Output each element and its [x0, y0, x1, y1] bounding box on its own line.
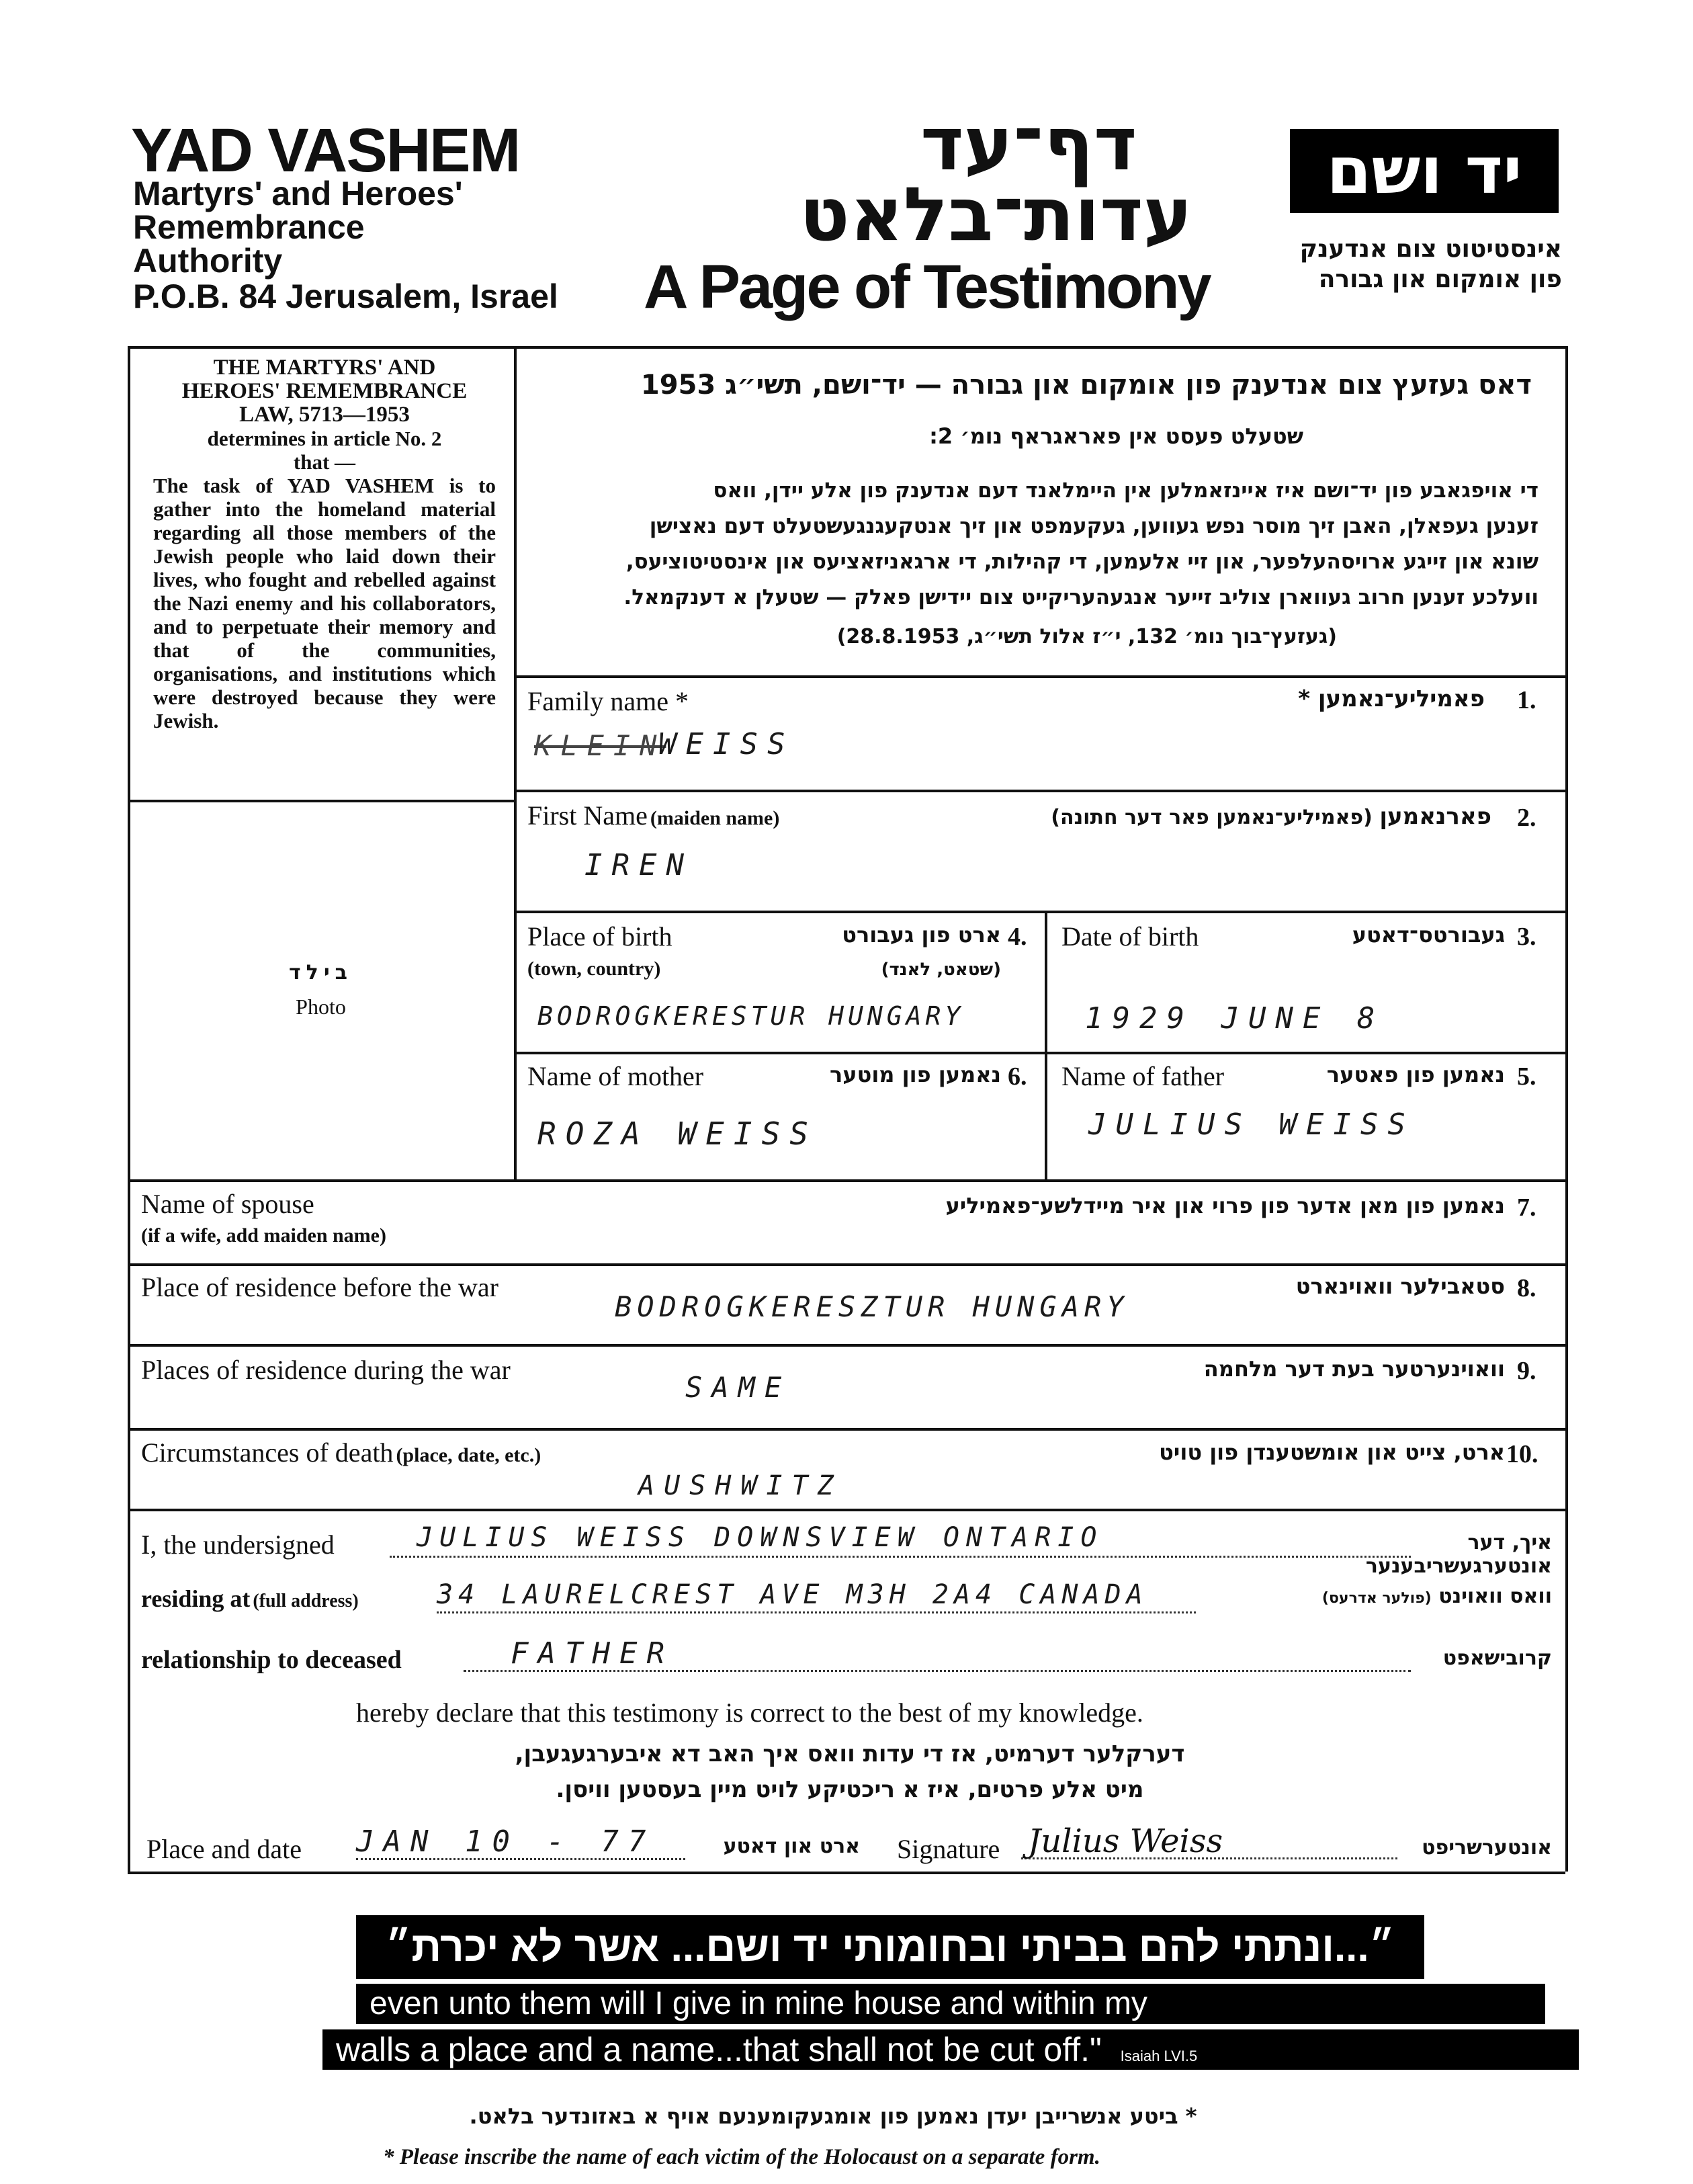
signature-value: Julius Weiss [1028, 1822, 1223, 1860]
father-name-value: JULIUS WEISS [1088, 1107, 1415, 1142]
field-number-3: 3. [1517, 923, 1536, 951]
yad-vashem-logo: יד ושם [1290, 129, 1559, 213]
date-of-birth-value: 1929 JUNE 8 [1085, 1001, 1385, 1036]
law-he-line-2: שטעלט פעסט אין פאראגראף נומ׳ 2: [929, 423, 1303, 449]
banner-hebrew: ״...ונתתי להם בביתי ובחומותי יד ושם... אשר לא יכרת״ [356, 1915, 1424, 1979]
first-name-label-hebrew-group [1008, 803, 1491, 830]
field-number-6: 6. [1008, 1062, 1027, 1091]
first-name-value: IREN [584, 848, 693, 882]
first-name-sublabel: (maiden name) [650, 807, 780, 829]
relationship-value: FATHER [511, 1636, 674, 1671]
place-of-birth-label: Place of birth [527, 921, 672, 952]
place-date-line [356, 1824, 685, 1860]
law-title-5: that — [293, 450, 356, 474]
undersigned-label-hebrew: איך, דער אונטערגעשריבענער [1365, 1531, 1552, 1578]
banner-english-1: even unto them will I give in mine house and within my [356, 1984, 1545, 2024]
residence-before-war-value: BODROGKERESZTUR HUNGARY [615, 1290, 1129, 1323]
law-title-4: determines in article No. 2 [207, 427, 442, 450]
place-of-birth-value: BODROGKERESTUR HUNGARY [537, 1001, 965, 1031]
signature-line [1021, 1822, 1397, 1859]
place-date-label-hebrew: ארט און דאטע [723, 1835, 860, 1858]
law-title-1: THE MARTYRS' AND [213, 355, 436, 380]
mother-name-label: Name of mother [527, 1061, 704, 1091]
residing-sublabel: (full address) [253, 1591, 359, 1611]
photo-label: Photo [296, 995, 346, 1019]
law-title-2: HEROES' REMEMBRANCE [181, 379, 468, 403]
field-number-5: 5. [1517, 1062, 1536, 1091]
circumstances-of-death-value: AUSHWITZ [638, 1470, 843, 1501]
residence-before-war-label-hebrew: סטאבילער וואוינארט [1295, 1273, 1505, 1299]
first-name-label: First Name [527, 800, 648, 831]
date-of-birth-label-hebrew: געבורטס־דאטע [1352, 922, 1505, 948]
field-number-8: 8. [1517, 1274, 1536, 1302]
law-body: The task of YAD VASHEM is to gather into the homeland material regarding all those members of the Jewish people who laid down their lives, who fought and rebelled against the Nazi enemy and his collaborators, and to perpetuate their memory and that of the communities, organisations, and institutions which were destroyed because they were Jewish. [153, 474, 496, 732]
org-line-1: Martyrs' and Heroes' [133, 175, 463, 212]
banner-reference: Isaiah LVI.5 [1120, 2048, 1198, 2064]
mother-name-value: ROZA WEISS [537, 1116, 818, 1152]
residing-sublabel-hebrew: (פולער אדרעס) [1321, 1590, 1432, 1607]
declaration-hebrew-1: דערקלער דערמיט, אז די עדות וואס איך האב דא איבערגעגעבן, [515, 1740, 1185, 1767]
residence-during-war-value: SAME [685, 1371, 791, 1404]
circumstances-of-death-label-group [141, 1437, 541, 1468]
residence-during-war-label-hebrew: וואוינערטער בעת דער מלחמה [1203, 1356, 1505, 1382]
org-name: YAD VASHEM [131, 116, 520, 185]
footer-note: * Please inscribe the name of each victim of the Holocaust on a separate form. [383, 2145, 1100, 2169]
spouse-name-label-hebrew: נאמען פון מאן אדער פון פרוי און איר מיידלשע־פאמיליע [945, 1193, 1505, 1218]
place-of-birth-sublabel-hebrew: (שטאט, לאנד) [881, 960, 1001, 980]
first-name-sublabel-hebrew: (פאמיליע־נאמען פאר דער חתונה) [1051, 806, 1373, 829]
residing-line [437, 1579, 1196, 1613]
spouse-name-label: Name of spouse [141, 1189, 314, 1219]
place-of-birth-sublabel: (town, country) [527, 958, 661, 980]
signature-label: Signature [897, 1834, 1000, 1864]
relationship-label: relationship to deceased [141, 1646, 402, 1674]
place-of-birth-label-hebrew: ארט פון געבורט [842, 922, 1001, 948]
mother-name-label-hebrew: נאמען פון מוטער [830, 1062, 1001, 1087]
law-title-3: LAW, 5713—1953 [239, 403, 410, 427]
law-he-body-2: זענען געפאלן, האבן זיך מוסר נפש געווען, געקעמפט און זיך אנטקעגנגעשטעלט דעם נאצישן [649, 514, 1538, 538]
relationship-line [464, 1636, 1411, 1672]
field-number-4: 4. [1008, 923, 1027, 951]
law-he-citation: (געזעץ־בוך נומ׳ 132, י״ז אלול תשי״ג, 28.8.1953) [836, 625, 1337, 648]
date-of-birth-label: Date of birth [1061, 921, 1199, 952]
org-line-3: Authority [133, 242, 283, 280]
logo-subtitle-2: פון אומקום און גבורה [1318, 265, 1562, 293]
footer-note-hebrew: * ביטע אנשרייבן יעדן נאמען פון אומגעקומענעם אויף א באזונדער בלאט. [469, 2103, 1197, 2129]
undersigned-line [390, 1522, 1411, 1558]
law-he-line-1: דאס געזעץ צום אנדענק פון אומקום און גבורה — יד־ושם, תשי״ג 1953 [640, 370, 1532, 401]
law-text-english [153, 356, 496, 732]
title-hebrew-1: דף־עד [920, 101, 1137, 187]
declaration-hebrew-2: מיט אלע פרטים, איז א ריכטיקע לויט מיין בעסטען וויסן. [556, 1776, 1144, 1803]
residing-label-hebrew-group [1203, 1585, 1552, 1608]
signature-label-hebrew: אונטערשריפט [1422, 1836, 1552, 1859]
residence-during-war-label: Places of residence during the war [141, 1355, 511, 1385]
circumstances-of-death-label-hebrew: ארט, צייט און אומשטענדן פון טויט [1159, 1439, 1505, 1465]
residing-value: 34 LAURELCREST AVE M3H 2A4 CANADA [437, 1579, 1148, 1610]
family-name-struck: KLEIN [534, 729, 666, 762]
title-hebrew-2: עדות־בלאט [799, 171, 1192, 257]
undersigned-value: JULIUS WEISS DOWNSVIEW ONTARIO [417, 1522, 1104, 1553]
family-name-label-hebrew: פאמיליע־נאמען * [1298, 685, 1485, 712]
place-date-label: Place and date [146, 1834, 302, 1864]
first-name-label-hebrew: פארנאמען [1379, 803, 1491, 830]
circumstances-of-death-label: Circumstances of death [141, 1437, 394, 1468]
law-he-body-1: די אויפגאבע פון יד־ושם איז איינזאמלען אין היימלאנד דעם אנדענק פון אלע יידן, וואס [713, 478, 1538, 503]
field-number-7: 7. [1517, 1193, 1536, 1222]
residing-label-hebrew: וואס וואוינט [1438, 1585, 1552, 1608]
banner-english-2-group [322, 2029, 1579, 2070]
place-date-value: JAN 10 - 77 [356, 1824, 656, 1859]
relationship-label-hebrew: קרובישאפט [1442, 1646, 1552, 1670]
first-name-label-group [527, 800, 779, 831]
org-line-2: Remembrance [133, 208, 365, 246]
declaration-english: hereby declare that this testimony is correct to the best of my knowledge. [356, 1697, 1143, 1728]
residing-label-group [141, 1585, 359, 1613]
family-name-value: WEISS [658, 727, 795, 761]
undersigned-label: I, the undersigned [141, 1529, 335, 1560]
family-name-label: Family name * [527, 686, 689, 716]
law-he-body-4: וועלכע זענען חרוב געווארן צוליב זייער אנגעהעריקייט צום יידישן פאלק — שטעלן א דענקמאל. [623, 585, 1538, 610]
field-number-9: 9. [1517, 1357, 1536, 1385]
father-name-label-hebrew: נאמען פון פאטער [1326, 1062, 1505, 1087]
logo-subtitle-1: אינסטיטוט צום אנדענק [1299, 235, 1562, 263]
circumstances-of-death-sublabel: (place, date, etc.) [396, 1444, 541, 1466]
field-number-2: 2. [1517, 804, 1536, 832]
field-number-1: 1. [1517, 686, 1536, 714]
father-name-label: Name of father [1061, 1061, 1225, 1091]
photo-label-hebrew: בילד [289, 961, 353, 984]
residing-label: residing at [141, 1585, 251, 1612]
banner-english-2: walls a place and a name...that shall not be cut off." [336, 2031, 1102, 2068]
residence-before-war-label: Place of residence before the war [141, 1272, 498, 1302]
page-title: A Page of Testimony [644, 253, 1210, 321]
spouse-name-sublabel: (if a wife, add maiden name) [141, 1224, 386, 1247]
field-number-10: 10. [1506, 1440, 1538, 1468]
law-he-body-3: שונא און זייגע ארויסהעלפער, און זיי אלעמען, די קהילות, די ארגאניזאציעס און אינסטיטוציעס, [625, 550, 1538, 574]
org-line-4: P.O.B. 84 Jerusalem, Israel [133, 278, 558, 315]
